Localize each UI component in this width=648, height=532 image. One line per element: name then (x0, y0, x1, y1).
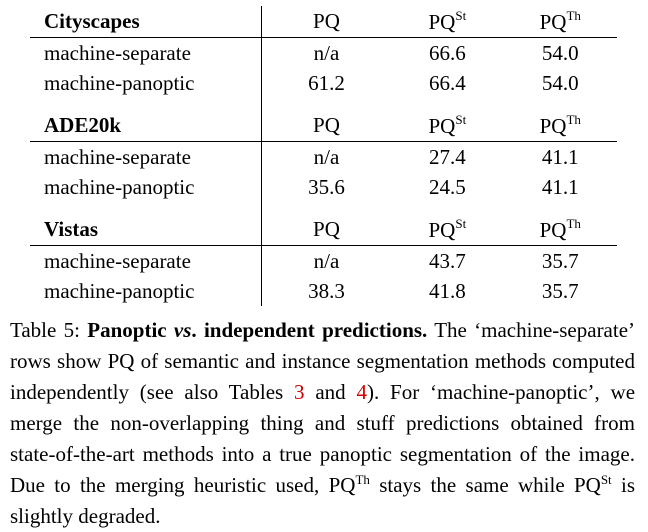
pq-th-value: 41.1 (541, 174, 579, 199)
method-name: machine-separate (30, 142, 261, 173)
table-group-header (30, 6, 617, 38)
table-row (30, 38, 617, 69)
col-header-pq: PQ (261, 6, 391, 38)
dataset-name: Cityscapes (30, 6, 261, 38)
method-name: machine-separate (30, 38, 261, 69)
method-name: machine-panoptic (30, 172, 261, 202)
pq-th-value: 54.0 (541, 70, 579, 95)
caption-text: The ‘machine-separate’ rows show PQ of semantic and instance segmentation methods computed independently (see also Tables (10, 318, 636, 404)
table-caption: Table 5: Panoptic vs. independent predictions. The ‘machine-separate’ rows show PQ of semantic and instance segmentation methods computed independently (see also Tables 3 and 4). For ‘machine-panoptic’, we merge the non-overlapping thing and stuff predictions obtained from state-of-the-art methods into a true panoptic segmentation of the image. Due to the merging heuristic used, $PQ^{Th}$ stays the same while $PQ^{St}$ is slightly degraded. (10, 318, 636, 528)
col-header-pq: PQ (261, 214, 391, 246)
pq-value: n/a (313, 144, 340, 169)
col-header-pq-th: $PQ^{Th}$ (504, 110, 618, 142)
table-row (30, 142, 617, 173)
pq-st-value: 24.5 (428, 174, 466, 199)
group-spacer (30, 98, 617, 110)
pq-th-value: 35.7 (541, 278, 579, 303)
method-name: machine-separate (30, 246, 261, 277)
caption-text: is slightly degraded. (10, 473, 636, 528)
pq-value: n/a (313, 40, 340, 65)
pq-st-value: 66.6 (428, 40, 466, 65)
dataset-name: ADE20k (30, 110, 261, 142)
method-name: machine-panoptic (30, 68, 261, 98)
caption-text: stays the same while PQ (379, 473, 601, 497)
table-group-header (30, 110, 617, 142)
table-row (30, 246, 617, 277)
col-header-pq-st: $PQ^{St}$ (391, 214, 503, 246)
table-ref-link[interactable]: 4 (356, 380, 367, 404)
table-row (30, 276, 617, 306)
pq-value: 61.2 (308, 70, 345, 95)
col-header-pq-th: $PQ^{Th}$ (504, 6, 618, 38)
table-ref-link[interactable]: 3 (294, 380, 305, 404)
caption-text: ). For ‘machine-panoptic’, we merge the non-overlapping thing and stuff predictions obtained from state-of-the-art methods into a true panoptic segmentation of the image. Due to the merging heuristic used, PQ (10, 380, 636, 497)
pq-th-value: 54.0 (541, 40, 579, 65)
col-header-pq: PQ (261, 110, 391, 142)
pq-st-value: 66.4 (428, 70, 466, 95)
method-name: machine-panoptic (30, 276, 261, 306)
pq-th-value: 35.7 (541, 248, 579, 273)
pq-value: 38.3 (308, 278, 345, 303)
table-row (30, 68, 617, 98)
pq-th-value: 41.1 (541, 144, 579, 169)
table-row (30, 172, 617, 202)
pq-value: n/a (313, 248, 340, 273)
caption-title: Panoptic vs. independent predictions. (87, 318, 428, 342)
table-group-header (30, 214, 617, 246)
group-spacer (30, 202, 617, 214)
col-header-pq-th: $PQ^{Th}$ (504, 214, 618, 246)
pq-st-value: 27.4 (428, 144, 466, 169)
dataset-name: Vistas (30, 214, 261, 246)
results-table (30, 6, 617, 306)
pq-value: 35.6 (308, 174, 345, 199)
col-header-pq-st: $PQ^{St}$ (391, 110, 503, 142)
pq-st-value: 43.7 (428, 248, 466, 273)
pq-st-value: 41.8 (428, 278, 466, 303)
col-header-pq-st: $PQ^{St}$ (391, 6, 503, 38)
caption-label: Table 5: (10, 318, 80, 342)
